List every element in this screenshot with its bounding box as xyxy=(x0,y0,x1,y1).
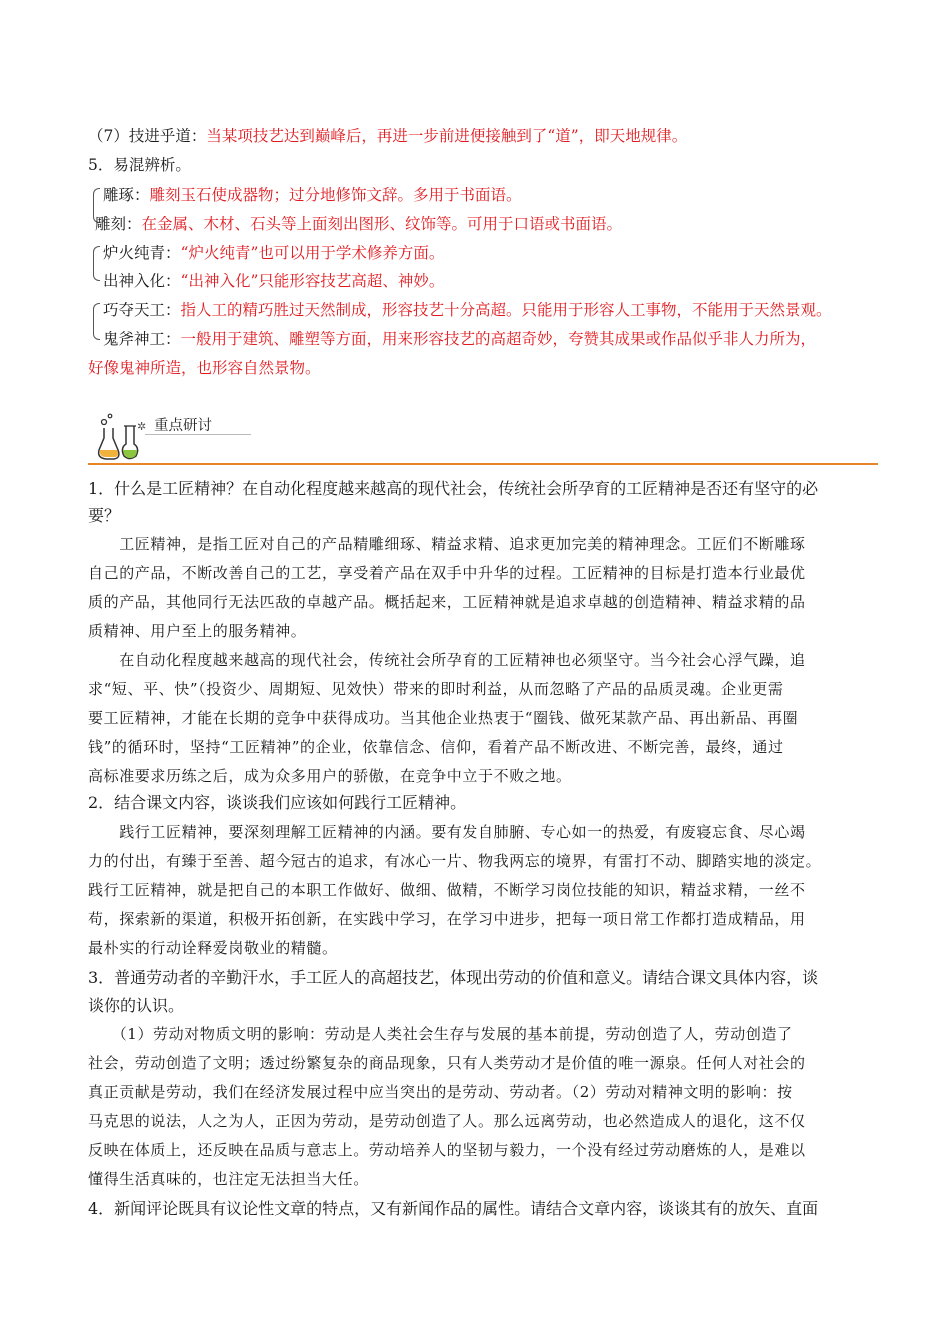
answer-line: 力的付出，有臻于至善、超今冠古的追求，有冰心一片、物我两忘的境界，有雷打不动、脚踏实地的淡定。 xyxy=(88,852,822,870)
answer-2 xyxy=(88,818,821,963)
pair-line xyxy=(103,185,522,205)
pair-term: 炉火纯青： xyxy=(103,244,181,262)
pair-line xyxy=(103,329,816,349)
answer-line: 苟，探索新的渠道，积极开拓创新，在实践中学习，在学习中进步，把每一项日常工作都打造成精品，用 xyxy=(88,910,806,928)
question-1-cont: 要？ xyxy=(88,506,121,525)
question-3-cont: 谈你的认识。 xyxy=(88,996,185,1015)
question-1: 1．什么是工匠精神？在自动化程度越来越高的现代社会，传统社会所孕育的工匠精神是否还有坚守的必 xyxy=(88,479,819,498)
pair-line xyxy=(103,300,832,320)
answer-line: 质精神、用户至上的服务精神。 xyxy=(88,622,307,640)
answer-line: 钱”的循环时，坚持“工匠精神”的企业，依靠信念、信仰，看着产品不断改进、不断完善，最终，通过 xyxy=(88,738,784,756)
answer-line: 践行工匠精神，要深刻理解工匠精神的内涵。要有发自肺腑、专心如一的热爱，有废寝忘食、尽心竭 xyxy=(88,823,806,841)
heading-star: ✲ xyxy=(137,420,147,433)
answer-line: 自己的产品，不断改善自己的工艺，享受着产品在双手中升华的过程。工匠精神的目标是打造本行业最优 xyxy=(88,564,806,582)
question-2: 2．结合课文内容，谈谈我们应该如何践行工匠精神。 xyxy=(88,793,467,812)
item7-text: 当某项技艺达到巅峰后，再进一步前进便接触到了“道”，即天地规律。 xyxy=(206,127,688,145)
answer-line: 社会，劳动创造了文明；透过纷繁复杂的商品现象，只有人类劳动才是价值的唯一源泉。任何人对社会的 xyxy=(88,1054,806,1072)
section5-title: 5．易混辨析。 xyxy=(88,156,191,174)
pair-line xyxy=(103,243,444,263)
pair-term: 雕琢： xyxy=(103,186,150,204)
pair-continuation: 好像鬼神所造，也形容自然景物。 xyxy=(88,359,321,377)
answer-1 xyxy=(88,530,806,791)
pair-text: 在金属、木材、石头等上面刻出图形、纹饰等。可用于口语或书面语。 xyxy=(141,215,623,233)
heading-title: 重点研讨 xyxy=(154,418,212,434)
question-3: 3．普通劳动者的辛勤汗水，手工匠人的高超技艺，体现出劳动的价值和意义。请结合课文具体内容，谈 xyxy=(88,968,819,987)
answer-line: 最朴实的行动诠释爱岗敬业的精髓。 xyxy=(88,939,338,957)
pair-text: “炉火纯青”也可以用于学术修养方面。 xyxy=(180,244,445,262)
answer-line: 工匠精神，是指工匠对自己的产品精雕细琢、精益求精、追求更加完美的精神理念。工匠们不断雕琢 xyxy=(88,535,806,553)
brace-bot-3 xyxy=(93,315,100,340)
answer-line: 反映在体质上，还反映在品质与意志上。劳动培养人的坚韧与毅力，一个没有经过劳动磨炼的人，是难以 xyxy=(88,1141,806,1159)
pair-text: “出神入化”只能形容技艺高超、神妙。 xyxy=(180,272,445,290)
pair-line xyxy=(103,271,444,291)
heading-divider xyxy=(88,463,878,465)
item7-line xyxy=(88,126,687,146)
pair-text: 一般用于建筑、雕塑等方面，用来形容技艺的高超奇妙，夸赞其成果或作品似乎非人力所为， xyxy=(180,330,817,348)
pair-text: 指人工的精巧胜过天然制成，形容技艺十分高超。只能用于形容人工事物，不能用于天然景观。 xyxy=(180,301,832,319)
question-4: 4．新闻评论既具有议论性文章的特点，又有新闻作品的属性。请结合文章内容，谈谈其有的放矢、直面 xyxy=(88,1199,819,1218)
heading-underline xyxy=(145,434,251,435)
item7-label: （7）技进乎道： xyxy=(88,127,207,145)
answer-line: 懂得生活真味的，也注定无法担当大任。 xyxy=(88,1170,369,1188)
pair-text: 雕刻玉石使成器物；过分地修饰文辞。多用于书面语。 xyxy=(149,186,522,204)
brace-bot-2 xyxy=(93,256,100,281)
pair-line xyxy=(95,214,622,234)
answer-line: 要工匠精神，才能在长期的竞争中获得成功。当其他企业热衷于“圈钱、做死某款产品、再出新品、再圈 xyxy=(88,709,799,727)
pair-term: 鬼斧神工： xyxy=(103,330,181,348)
answer-line: 真正贡献是劳动，我们在经济发展过程中应当突出的是劳动、劳动者。（2）劳动对精神文明的影响：按 xyxy=(88,1083,793,1101)
answer-3 xyxy=(88,1020,806,1194)
answer-line: 求“短、平、快”（投资少、周期短、见效快）带来的即时利益，从而忽略了产品的品质灵魂。企业更需 xyxy=(88,680,784,698)
answer-line: 高标准要求历练之后，成为众多用户的骄傲，在竞争中立于不败之地。 xyxy=(88,767,572,785)
pair-term: 出神入化： xyxy=(103,272,181,290)
answer-line: 马克思的说法，人之为人，正因为劳动，是劳动创造了人。那么远离劳动，也必然造成人的退化，这不仅 xyxy=(88,1112,806,1130)
answer-line: （1）劳动对物质文明的影响：劳动是人类社会生存与发展的基本前提，劳动创造了人，劳动创造了 xyxy=(88,1025,793,1043)
answer-line: 质的产品，其他同行无法匹敌的卓越产品。概括起来，工匠精神就是追求卓越的创造精神、精益求精的品 xyxy=(88,593,806,611)
pair-term: 雕刻： xyxy=(95,215,142,233)
answer-line: 在自动化程度越来越高的现代社会，传统社会所孕育的工匠精神也必须坚守。当今社会心浮气躁，追 xyxy=(88,651,806,669)
pair-term: 巧夺天工： xyxy=(103,301,181,319)
answer-line: 践行工匠精神，就是把自己的本职工作做好、做细、做精，不断学习岗位技能的知识，精益求精，一丝不 xyxy=(88,881,806,899)
